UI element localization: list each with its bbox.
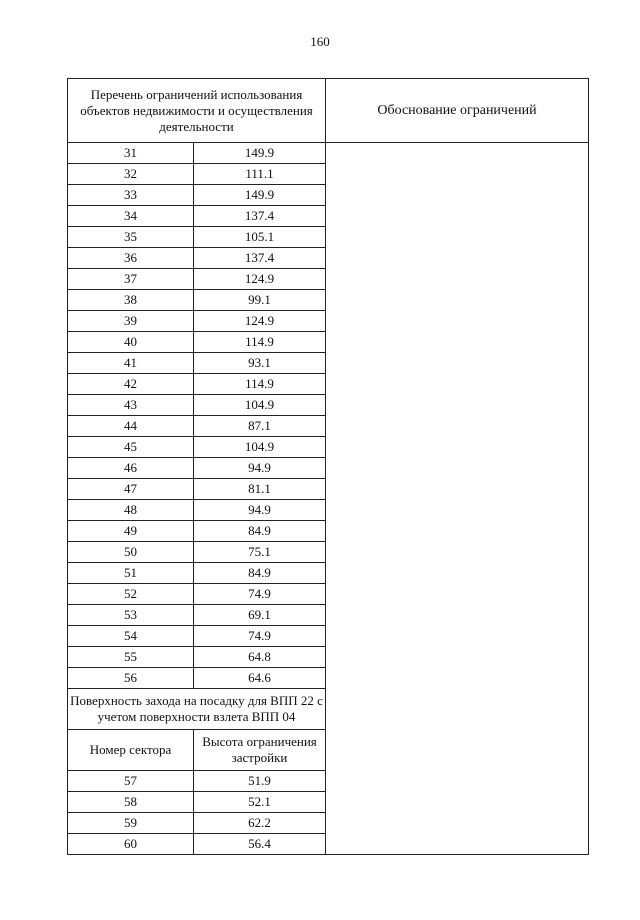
page-number: 160 bbox=[310, 34, 330, 49]
justification-cell bbox=[326, 143, 589, 855]
sector-number-cell: 49 bbox=[68, 521, 194, 542]
sub-header-height: Высота ограничения застройки bbox=[194, 730, 326, 771]
sector-number-cell: 55 bbox=[68, 647, 194, 668]
height-limit-cell: 84.9 bbox=[194, 521, 326, 542]
sector-number-cell: 50 bbox=[68, 542, 194, 563]
sector-number-cell: 33 bbox=[68, 185, 194, 206]
sector-number-cell: 37 bbox=[68, 269, 194, 290]
height-limit-cell: 69.1 bbox=[194, 605, 326, 626]
height-limit-cell: 124.9 bbox=[194, 311, 326, 332]
sector-number-cell: 52 bbox=[68, 584, 194, 605]
height-limit-cell: 81.1 bbox=[194, 479, 326, 500]
header-justification: Обоснование ограничений bbox=[326, 79, 589, 143]
header-restrictions-list: Перечень ограничений использования объектов недвижимости и осуществления деятельности bbox=[68, 79, 326, 143]
height-limit-cell: 64.6 bbox=[194, 668, 326, 689]
height-limit-cell: 74.9 bbox=[194, 626, 326, 647]
height-limit-cell: 74.9 bbox=[194, 584, 326, 605]
height-limit-cell: 99.1 bbox=[194, 290, 326, 311]
height-limit-cell: 64.8 bbox=[194, 647, 326, 668]
sector-number-cell: 51 bbox=[68, 563, 194, 584]
height-limit-cell: 56.4 bbox=[194, 834, 326, 855]
sector-number-cell: 60 bbox=[68, 834, 194, 855]
height-limit-cell: 104.9 bbox=[194, 437, 326, 458]
sector-number-cell: 59 bbox=[68, 813, 194, 834]
sector-number-cell: 39 bbox=[68, 311, 194, 332]
table-header-row bbox=[68, 79, 589, 143]
height-limit-cell: 149.9 bbox=[194, 143, 326, 164]
sector-number-cell: 40 bbox=[68, 332, 194, 353]
sector-number-cell: 35 bbox=[68, 227, 194, 248]
sector-number-cell: 38 bbox=[68, 290, 194, 311]
sector-number-cell: 46 bbox=[68, 458, 194, 479]
height-limit-cell: 87.1 bbox=[194, 416, 326, 437]
restrictions-table bbox=[67, 78, 589, 855]
height-limit-cell: 93.1 bbox=[194, 353, 326, 374]
sector-number-cell: 54 bbox=[68, 626, 194, 647]
sector-number-cell: 43 bbox=[68, 395, 194, 416]
height-limit-cell: 111.1 bbox=[194, 164, 326, 185]
height-limit-cell: 137.4 bbox=[194, 248, 326, 269]
height-limit-cell: 105.1 bbox=[194, 227, 326, 248]
sector-number-cell: 53 bbox=[68, 605, 194, 626]
height-limit-cell: 94.9 bbox=[194, 458, 326, 479]
sector-number-cell: 32 bbox=[68, 164, 194, 185]
sector-number-cell: 57 bbox=[68, 771, 194, 792]
sector-number-cell: 45 bbox=[68, 437, 194, 458]
sector-number-cell: 36 bbox=[68, 248, 194, 269]
height-limit-cell: 94.9 bbox=[194, 500, 326, 521]
sector-number-cell: 47 bbox=[68, 479, 194, 500]
sector-number-cell: 44 bbox=[68, 416, 194, 437]
table-row bbox=[68, 143, 589, 164]
sub-header-sector: Номер сектора bbox=[68, 730, 194, 771]
height-limit-cell: 114.9 bbox=[194, 332, 326, 353]
sector-number-cell: 31 bbox=[68, 143, 194, 164]
sector-number-cell: 34 bbox=[68, 206, 194, 227]
height-limit-cell: 149.9 bbox=[194, 185, 326, 206]
sector-number-cell: 58 bbox=[68, 792, 194, 813]
height-limit-cell: 52.1 bbox=[194, 792, 326, 813]
sector-number-cell: 41 bbox=[68, 353, 194, 374]
height-limit-cell: 114.9 bbox=[194, 374, 326, 395]
sector-number-cell: 48 bbox=[68, 500, 194, 521]
sector-number-cell: 56 bbox=[68, 668, 194, 689]
height-limit-cell: 62.2 bbox=[194, 813, 326, 834]
height-limit-cell: 84.9 bbox=[194, 563, 326, 584]
section-title: Поверхность захода на посадку для ВПП 22 с учетом поверхности взлета ВПП 04 bbox=[68, 689, 326, 730]
height-limit-cell: 51.9 bbox=[194, 771, 326, 792]
height-limit-cell: 104.9 bbox=[194, 395, 326, 416]
height-limit-cell: 75.1 bbox=[194, 542, 326, 563]
height-limit-cell: 137.4 bbox=[194, 206, 326, 227]
height-limit-cell: 124.9 bbox=[194, 269, 326, 290]
sector-number-cell: 42 bbox=[68, 374, 194, 395]
